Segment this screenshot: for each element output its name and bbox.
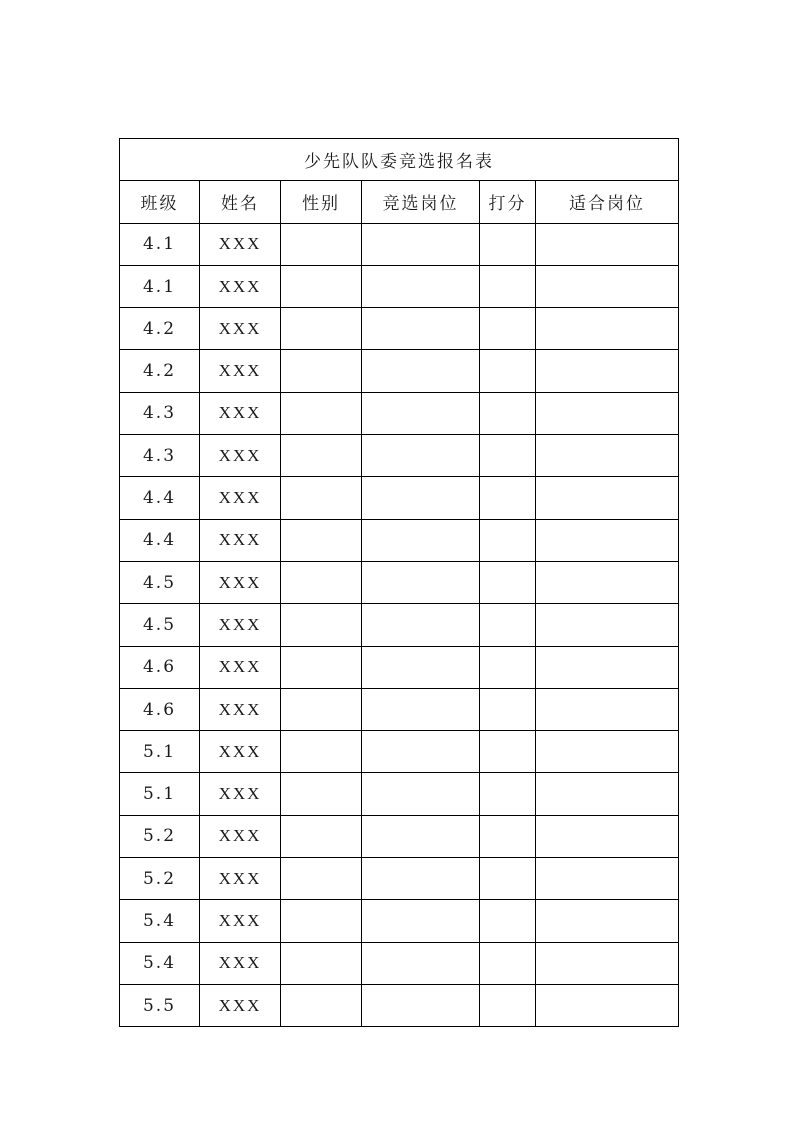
gender-cell[interactable]	[281, 561, 362, 603]
name-cell: XXX	[200, 773, 281, 815]
table-row	[120, 223, 679, 265]
class-cell: 5.2	[120, 815, 200, 857]
position-cell[interactable]	[362, 646, 480, 688]
header-suitable-position: 适合岗位	[536, 181, 679, 223]
gender-cell[interactable]	[281, 392, 362, 434]
gender-cell[interactable]	[281, 773, 362, 815]
table-row	[120, 731, 679, 773]
name-cell: XXX	[200, 350, 281, 392]
name-cell: XXX	[200, 984, 281, 1026]
table-row	[120, 392, 679, 434]
class-cell: 5.4	[120, 942, 200, 984]
suitable-position-cell[interactable]	[536, 477, 679, 519]
position-cell[interactable]	[362, 308, 480, 350]
header-position: 竞选岗位	[362, 181, 480, 223]
header-score: 打分	[480, 181, 536, 223]
suitable-position-cell[interactable]	[536, 604, 679, 646]
gender-cell[interactable]	[281, 223, 362, 265]
class-cell: 4.5	[120, 604, 200, 646]
name-cell: XXX	[200, 604, 281, 646]
suitable-position-cell[interactable]	[536, 392, 679, 434]
position-cell[interactable]	[362, 392, 480, 434]
suitable-position-cell[interactable]	[536, 308, 679, 350]
position-cell[interactable]	[362, 265, 480, 307]
gender-cell[interactable]	[281, 858, 362, 900]
score-cell[interactable]	[480, 900, 536, 942]
score-cell[interactable]	[480, 688, 536, 730]
name-cell: XXX	[200, 519, 281, 561]
class-cell: 4.1	[120, 265, 200, 307]
gender-cell[interactable]	[281, 308, 362, 350]
suitable-position-cell[interactable]	[536, 773, 679, 815]
gender-cell[interactable]	[281, 265, 362, 307]
title-row	[120, 139, 679, 181]
suitable-position-cell[interactable]	[536, 858, 679, 900]
position-cell[interactable]	[362, 984, 480, 1026]
header-gender: 性别	[281, 181, 362, 223]
table-row	[120, 435, 679, 477]
table-row	[120, 688, 679, 730]
name-cell: XXX	[200, 731, 281, 773]
suitable-position-cell[interactable]	[536, 350, 679, 392]
suitable-position-cell[interactable]	[536, 900, 679, 942]
gender-cell[interactable]	[281, 900, 362, 942]
suitable-position-cell[interactable]	[536, 688, 679, 730]
class-cell: 4.3	[120, 435, 200, 477]
table-row	[120, 561, 679, 603]
table-row	[120, 984, 679, 1026]
score-cell[interactable]	[480, 561, 536, 603]
table-row	[120, 477, 679, 519]
table-row	[120, 308, 679, 350]
gender-cell[interactable]	[281, 688, 362, 730]
class-cell: 4.2	[120, 308, 200, 350]
table-row	[120, 519, 679, 561]
position-cell[interactable]	[362, 942, 480, 984]
position-cell[interactable]	[362, 477, 480, 519]
table-row	[120, 815, 679, 857]
name-cell: XXX	[200, 477, 281, 519]
gender-cell[interactable]	[281, 731, 362, 773]
table-row	[120, 350, 679, 392]
table-row	[120, 773, 679, 815]
header-row	[120, 181, 679, 223]
name-cell: XXX	[200, 265, 281, 307]
class-cell: 5.2	[120, 858, 200, 900]
table-row	[120, 646, 679, 688]
score-cell[interactable]	[480, 773, 536, 815]
score-cell[interactable]	[480, 477, 536, 519]
header-name: 姓名	[200, 181, 281, 223]
score-cell[interactable]	[480, 646, 536, 688]
suitable-position-cell[interactable]	[536, 731, 679, 773]
class-cell: 4.5	[120, 561, 200, 603]
class-cell: 4.6	[120, 646, 200, 688]
table-row	[120, 604, 679, 646]
score-cell[interactable]	[480, 223, 536, 265]
name-cell: XXX	[200, 815, 281, 857]
score-cell[interactable]	[480, 308, 536, 350]
position-cell[interactable]	[362, 604, 480, 646]
position-cell[interactable]	[362, 731, 480, 773]
table-title: 少先队队委竞选报名表	[120, 139, 679, 181]
class-cell: 5.1	[120, 773, 200, 815]
class-cell: 5.5	[120, 984, 200, 1026]
gender-cell[interactable]	[281, 350, 362, 392]
score-cell[interactable]	[480, 350, 536, 392]
suitable-position-cell[interactable]	[536, 561, 679, 603]
table-row	[120, 942, 679, 984]
position-cell[interactable]	[362, 773, 480, 815]
gender-cell[interactable]	[281, 984, 362, 1026]
position-cell[interactable]	[362, 435, 480, 477]
class-cell: 4.4	[120, 477, 200, 519]
name-cell: XXX	[200, 561, 281, 603]
position-cell[interactable]	[362, 688, 480, 730]
class-cell: 5.4	[120, 900, 200, 942]
position-cell[interactable]	[362, 519, 480, 561]
gender-cell[interactable]	[281, 815, 362, 857]
position-cell[interactable]	[362, 223, 480, 265]
score-cell[interactable]	[480, 392, 536, 434]
name-cell: XXX	[200, 942, 281, 984]
table-row	[120, 900, 679, 942]
header-class: 班级	[120, 181, 200, 223]
position-cell[interactable]	[362, 350, 480, 392]
gender-cell[interactable]	[281, 646, 362, 688]
class-cell: 4.2	[120, 350, 200, 392]
name-cell: XXX	[200, 646, 281, 688]
position-cell[interactable]	[362, 858, 480, 900]
gender-cell[interactable]	[281, 435, 362, 477]
suitable-position-cell[interactable]	[536, 265, 679, 307]
class-cell: 4.6	[120, 688, 200, 730]
suitable-position-cell[interactable]	[536, 223, 679, 265]
score-cell[interactable]	[480, 731, 536, 773]
score-cell[interactable]	[480, 858, 536, 900]
score-cell[interactable]	[480, 942, 536, 984]
suitable-position-cell[interactable]	[536, 435, 679, 477]
name-cell: XXX	[200, 392, 281, 434]
score-cell[interactable]	[480, 435, 536, 477]
name-cell: XXX	[200, 858, 281, 900]
name-cell: XXX	[200, 308, 281, 350]
suitable-position-cell[interactable]	[536, 519, 679, 561]
score-cell[interactable]	[480, 984, 536, 1026]
score-cell[interactable]	[480, 519, 536, 561]
gender-cell[interactable]	[281, 604, 362, 646]
registration-table	[119, 138, 679, 1027]
position-cell[interactable]	[362, 900, 480, 942]
table-row	[120, 265, 679, 307]
suitable-position-cell[interactable]	[536, 984, 679, 1026]
gender-cell[interactable]	[281, 942, 362, 984]
name-cell: XXX	[200, 900, 281, 942]
suitable-position-cell[interactable]	[536, 942, 679, 984]
score-cell[interactable]	[480, 815, 536, 857]
name-cell: XXX	[200, 223, 281, 265]
name-cell: XXX	[200, 435, 281, 477]
position-cell[interactable]	[362, 561, 480, 603]
suitable-position-cell[interactable]	[536, 646, 679, 688]
class-cell: 4.3	[120, 392, 200, 434]
position-cell[interactable]	[362, 815, 480, 857]
suitable-position-cell[interactable]	[536, 815, 679, 857]
gender-cell[interactable]	[281, 477, 362, 519]
gender-cell[interactable]	[281, 519, 362, 561]
name-cell: XXX	[200, 688, 281, 730]
class-cell: 4.4	[120, 519, 200, 561]
table-row	[120, 858, 679, 900]
score-cell[interactable]	[480, 604, 536, 646]
class-cell: 4.1	[120, 223, 200, 265]
class-cell: 5.1	[120, 731, 200, 773]
score-cell[interactable]	[480, 265, 536, 307]
